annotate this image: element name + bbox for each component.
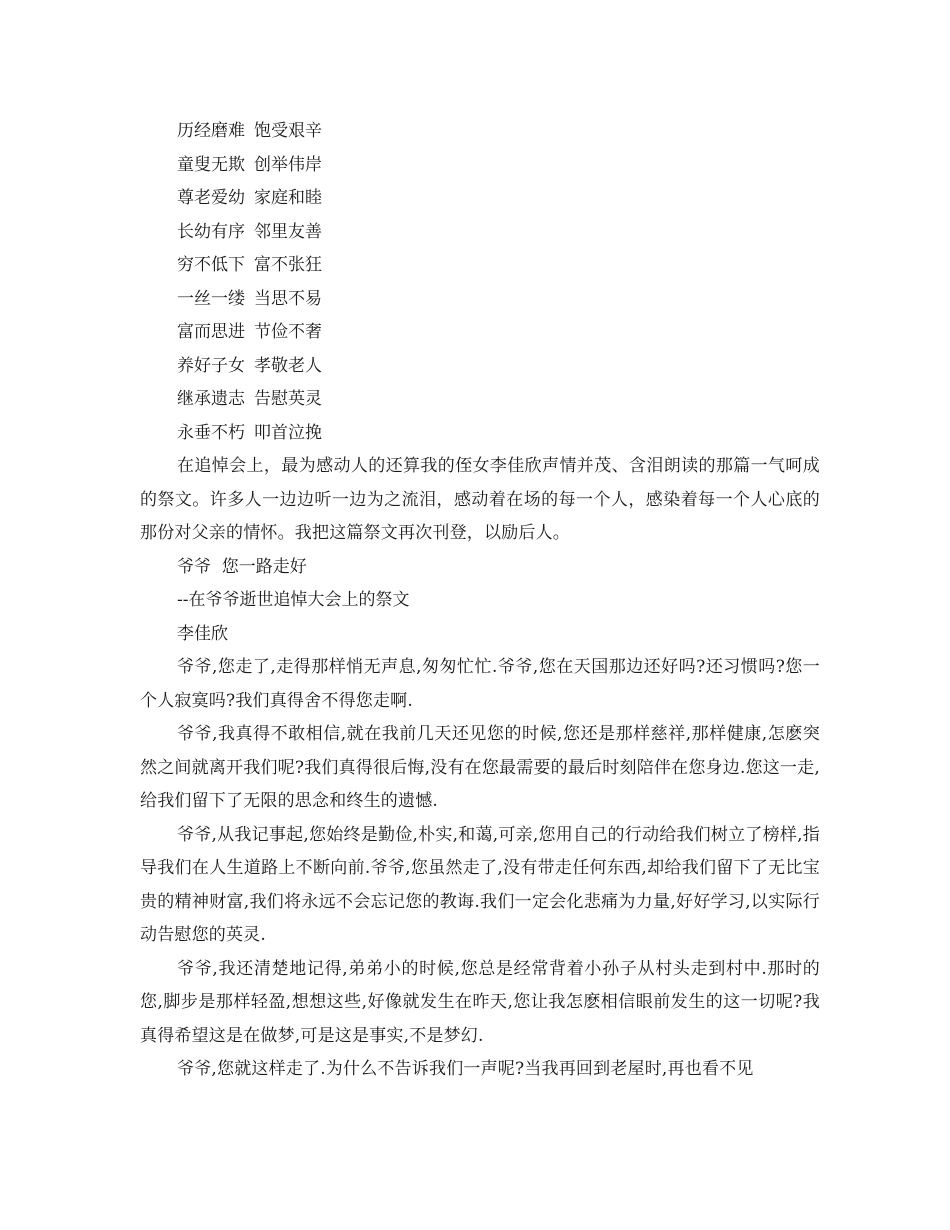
verse-line	[140, 283, 820, 317]
verse-second-half: 家庭和睦	[254, 188, 322, 208]
verse-line	[140, 216, 820, 250]
verse-line	[140, 115, 820, 149]
verse-second-half: 富不张狂	[254, 255, 322, 275]
verse-first-half: 长幼有序	[177, 221, 245, 242]
verse-first-half: 童叟无欺	[177, 154, 245, 175]
verse-line	[140, 182, 820, 216]
verse-second-half: 孝敬老人	[254, 355, 322, 376]
verse-line	[140, 350, 820, 384]
eulogy-paragraph: 爷爷,您就这样走了.为什么不告诉我们一声呢?当我再回到老屋时,再也看不见	[177, 1059, 754, 1079]
verse-first-half: 养好子女	[177, 355, 245, 376]
verse-second-half: 创举伟岸	[254, 154, 322, 175]
verse-line	[140, 316, 820, 350]
eulogy-paragraph: 爷爷,您走了,走得那样悄无声息,匆匆忙忙.爷爷,您在天国那边还好吗?还习惯吗?您一个人寂寞吗?我们真得舍不得您走啊.	[140, 657, 820, 711]
verse-second-half: 节俭不奢	[254, 322, 322, 342]
verse-first-half: 继承遗志	[177, 389, 245, 409]
verse-line	[140, 249, 820, 283]
intro-paragraph: 在追悼会上，最为感动人的还算我的侄女李佳欣声情并茂、含泪朗读的那篇一气呵成的祭文。许多人一边边听一边为之流泪，感动着在场的每一个人，感染着每一个人心底的那份对父亲的情怀。我把这篇祭文再次刊登，以励后人。	[140, 456, 820, 543]
verse-first-half: 一丝一缕	[177, 288, 245, 309]
eulogy-title: 爷爷 您一路走好	[177, 556, 307, 577]
verse-second-half: 当思不易	[254, 288, 322, 309]
eulogy-author: 李佳欣	[177, 623, 228, 644]
verse-second-half: 告慰英灵	[254, 389, 322, 409]
verse-first-half: 尊老爱幼	[177, 188, 245, 208]
eulogy-paragraph: 爷爷,我还清楚地记得,弟弟小的时候,您总是经常背着小孙子从村头走到村中.那时的您,脚步是那样轻盈,想想这些,好像就发生在昨天,您让我怎麽相信眼前发生的这一切呢?我真得希望这是在做梦,可是这是事实,不是梦幻.	[140, 958, 820, 1046]
verse-first-half: 历经磨难	[177, 121, 245, 141]
verse-line	[140, 417, 820, 451]
eulogy-paragraph: 爷爷,我真得不敢相信,就在我前几天还见您的时候,您还是那样慈祥,那样健康,怎麽突然之间就离开我们呢?我们真得很后悔,没有在您最需要的最后时刻陪伴在您身边.您这一走,给我们留下了无限的思念和终生的遗憾.	[140, 724, 820, 811]
verse-first-half: 永垂不朽	[177, 422, 245, 443]
verse-line	[140, 383, 820, 417]
document-body	[140, 115, 820, 1087]
eulogy-subtitle: --在爷爷逝世追悼大会上的祭文	[177, 590, 410, 610]
verse-second-half: 邻里友善	[254, 221, 322, 242]
verse-line	[140, 149, 820, 183]
verse-second-half: 叩首泣挽	[254, 422, 322, 443]
verse-first-half: 穷不低下	[177, 255, 245, 275]
eulogy-paragraph: 爷爷,从我记事起,您始终是勤俭,朴实,和蔼,可亲,您用自己的行动给我们树立了榜样,指导我们在人生道路上不断向前.爷爷,您虽然走了,没有带走任何东西,却给我们留下了无比宝贵的精神财富,我们将永远不会忘记您的教诲.我们一定会化悲痛为力量,好好学习,以实际行动告慰您的英灵.	[140, 824, 820, 945]
verse-second-half: 饱受艰辛	[254, 121, 322, 141]
elegy-verses	[140, 115, 820, 450]
verse-first-half: 富而思进	[177, 322, 245, 342]
